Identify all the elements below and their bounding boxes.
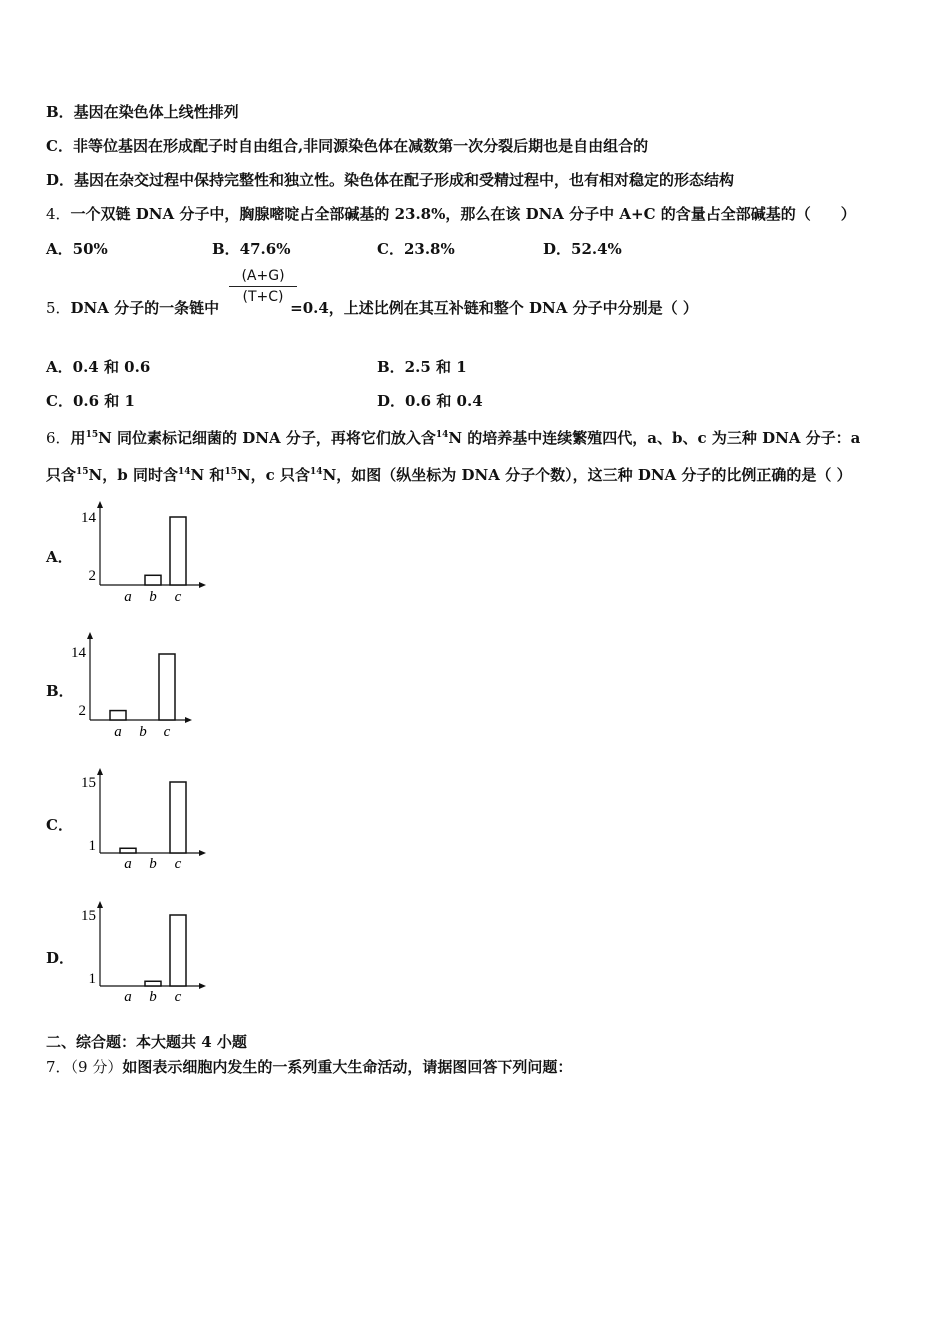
- x-tick-label: b: [139, 724, 147, 740]
- x-tick-label: a: [114, 724, 122, 740]
- y-axis-arrow: [97, 901, 103, 908]
- y-axis-arrow: [97, 501, 103, 508]
- x-tick-label: b: [149, 989, 157, 1005]
- text: 只含: [46, 466, 77, 484]
- question-number: 7．: [46, 1058, 71, 1076]
- question-text: 如图表示细胞内发生的一系列重大生命活动，请据图回答下列问题：: [122, 1058, 573, 1076]
- superscript: 14: [177, 467, 191, 477]
- text: 用: [70, 429, 86, 447]
- fraction-bar: [229, 286, 297, 287]
- bar-a: [120, 848, 136, 853]
- q5-option-a: A．0.4 和 0.6: [46, 358, 151, 376]
- text: N 同位素标记细菌的 DNA 分子，再将它们放入含: [98, 429, 436, 447]
- text: N，c 只含: [236, 466, 311, 484]
- fraction-numerator: (A+G): [241, 268, 285, 284]
- q6-option-b-label: B．: [46, 682, 74, 700]
- y-tick-label: 14: [81, 510, 96, 526]
- y-tick-label: 15: [81, 775, 96, 791]
- y-tick-label: 15: [81, 908, 96, 924]
- y-tick-label: 2: [88, 568, 96, 584]
- question-number: 5．: [46, 299, 71, 317]
- x-axis-arrow: [185, 717, 192, 723]
- q5-option-c: C．0.6 和 1: [46, 392, 135, 410]
- superscript: 14: [310, 467, 323, 477]
- chart-option-b: [70, 628, 220, 743]
- text: N，b 同时含: [88, 466, 178, 484]
- option-c-line: C．非等位基因在形成配子时自由组合,非同源染色体在减数第一次分裂后期也是自由组合的: [46, 137, 649, 155]
- chart-option-c: [70, 764, 220, 874]
- x-axis-arrow: [199, 850, 206, 856]
- y-axis-arrow: [97, 768, 103, 775]
- q4-option-c: C．23.8%: [377, 240, 455, 258]
- x-tick-label: b: [149, 589, 157, 605]
- fraction-denominator: (T+C): [242, 289, 284, 305]
- x-tick-label: b: [149, 856, 157, 872]
- y-axis-arrow: [87, 632, 93, 639]
- question-4: [46, 204, 856, 224]
- y-tick-label: 14: [71, 645, 86, 661]
- chart-option-d: [70, 897, 220, 1007]
- question-number: 4．: [46, 205, 71, 223]
- x-tick-label: c: [174, 989, 182, 1005]
- q6-option-d-label: D．: [46, 949, 75, 967]
- superscript: 14: [435, 430, 449, 440]
- x-tick-label: c: [163, 724, 171, 740]
- superscript: 15: [85, 430, 99, 440]
- bar-c: [170, 517, 186, 585]
- section-heading: 二、综合题：本大题共 4 小题: [46, 1033, 247, 1051]
- text: N 和: [190, 466, 225, 484]
- text: N 的培养基中连续繁殖四代，a、b、c 为三种 DNA 分子：a: [448, 429, 861, 447]
- question-text-before: DNA 分子的一条链中: [70, 299, 220, 317]
- question-7: [46, 1057, 572, 1077]
- superscript: 15: [76, 467, 89, 477]
- q4-option-d: D．52.4%: [543, 240, 622, 258]
- x-axis-arrow: [199, 983, 206, 989]
- q4-option-a: A．50%: [46, 240, 108, 258]
- y-tick-label: 1: [88, 971, 96, 987]
- x-tick-label: a: [124, 856, 132, 872]
- question-5: [46, 298, 698, 318]
- bar-c: [159, 654, 175, 720]
- bar-c: [170, 782, 186, 853]
- q6-option-a-label: A．: [46, 548, 73, 566]
- x-tick-label: c: [174, 589, 182, 605]
- superscript: 15: [224, 467, 237, 477]
- text: N，如图（纵坐标为 DNA 分子个数），这三种 DNA 分子的比例正确的是（ ）: [322, 466, 852, 484]
- fraction: [229, 268, 297, 305]
- y-tick-label: 1: [88, 838, 96, 854]
- x-tick-label: c: [174, 856, 182, 872]
- option-d-line: D．基因在杂交过程中保持完整性和独立性。染色体在配子形成和受精过程中，也有相对稳定的形态结构: [46, 171, 735, 189]
- chart-option-a: [70, 497, 220, 607]
- bar-a: [110, 711, 126, 720]
- bar-c: [170, 915, 186, 986]
- q5-option-b: B．2.5 和 1: [377, 358, 467, 376]
- bar-b: [145, 981, 161, 986]
- option-b-line: B．基因在染色体上线性排列: [46, 103, 239, 121]
- x-tick-label: a: [124, 989, 132, 1005]
- bar-b: [145, 575, 161, 585]
- y-tick-label: 2: [78, 703, 86, 719]
- x-tick-label: a: [124, 589, 132, 605]
- q5-option-d: D．0.6 和 0.4: [377, 392, 483, 410]
- x-axis-arrow: [199, 582, 206, 588]
- q6-option-c-label: C．: [46, 816, 73, 834]
- question-6-line-1: [46, 425, 860, 448]
- question-number: 6．: [46, 429, 71, 447]
- question-text-after: =0.4，上述比例在其互补链和整个 DNA 分子中分别是（ ）: [290, 299, 698, 317]
- q4-option-b: B．47.6%: [212, 240, 291, 258]
- question-text: 一个双链 DNA 分子中，胸腺嘧啶占全部碱基的 23.8%，那么在该 DNA 分子中 A+C 的含量占全部碱基的（ ）: [70, 205, 856, 223]
- question-6-line-2: [46, 462, 852, 485]
- question-score: （9 分）: [70, 1058, 123, 1076]
